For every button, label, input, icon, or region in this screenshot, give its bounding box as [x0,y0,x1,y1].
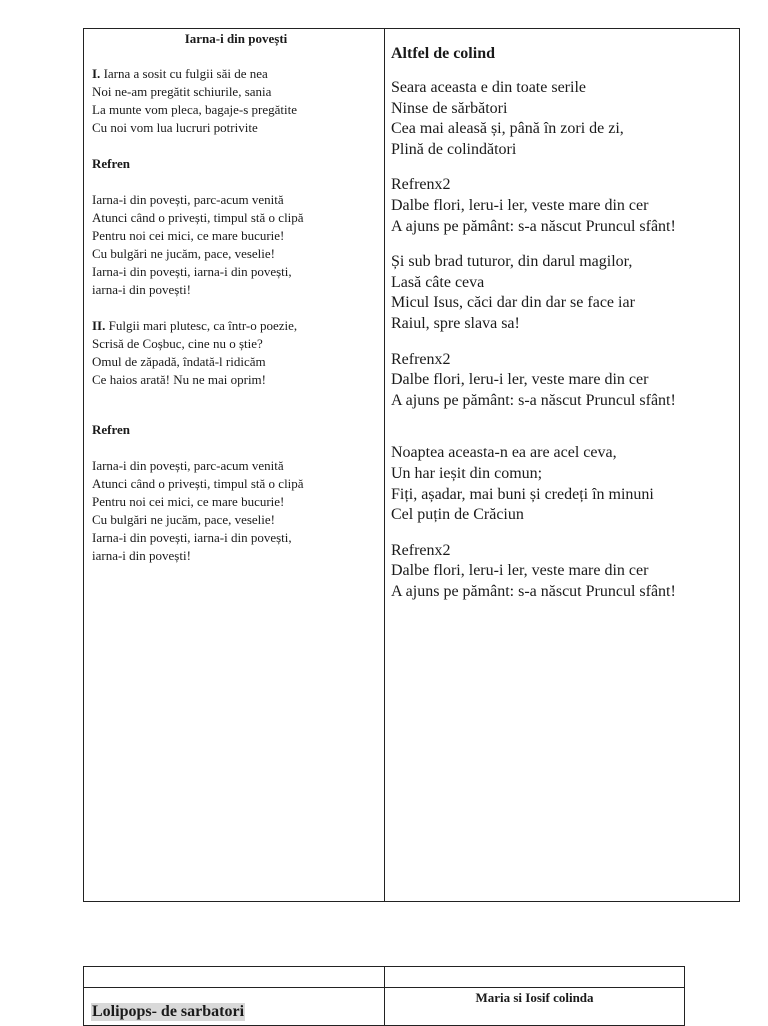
refrain-1 [391,175,735,237]
stanza-2 [391,252,735,334]
refren-2-label: Refren [92,422,131,437]
stanza-3-line-3: Fiți, așadar, mai buni și credeți în minuni [391,485,654,503]
verse-1-line-2: Noi ne-am pregătit schiurile, sania [92,84,272,99]
refren-2-line-1: Iarna-i din povești, parc-acum venită [92,458,284,473]
song-title-lolipops: Lolipops- de sarbatori [92,1003,245,1020]
stanza-1-line-1: Seara aceasta e din toate serile [391,79,586,96]
stanza-1-line-2: Ninse de sărbători [391,99,508,117]
refren-1-line-6: iarna-i din povești! [92,282,191,297]
refrain-2-line-2: A ajuns pe pământ: s-a născut Pruncul sfânt! [391,391,676,409]
verse-1 [92,65,380,137]
verse-1-line-3: La munte vom pleca, bagaje-s pregătite [92,102,298,117]
verse-2-line-3: Omul de zăpadă, îndată-l ridicăm [92,354,266,369]
song-title-maria-si-iosif: Maria si Iosif colinda [475,990,594,1005]
song-title-altfel: Altfel de colind [391,45,495,62]
refren-1-line-5: Iarna-i din povești, iarna-i din povești, [92,264,292,279]
stanza-2-line-2: Lasă câte ceva [391,273,485,291]
stanza-1-line-4: Plină de colindători [391,140,517,158]
refren-2-line-6: iarna-i din povești! [92,548,191,563]
stanza-2-line-3: Micul Isus, căci dar din dar se face iar [391,294,635,312]
stanza-3 [391,443,735,525]
stanza-3-line-4: Cel puțin de Crăciun [391,506,524,524]
refrain-2 [391,350,735,412]
refrain-3-line-1: Dalbe flori, leru-i ler, veste mare din cer [391,562,649,580]
refrain-1-line-2: A ajuns pe pământ: s-a născut Pruncul sfânt! [391,217,676,235]
refren-1-line-2: Atunci când o privești, timpul stă o clipă [92,210,304,225]
lyrics-table [83,28,740,902]
songs-table-2 [83,966,685,1026]
refren-1 [92,191,380,299]
stanza-1 [391,78,735,160]
refrain-3-label: Refrenx2 [391,541,451,559]
stanza-1-line-3: Cea mai aleasă și, până în zori de zi, [391,120,624,138]
verse-1-line-1-text: Iarna a sosit cu fulgii săi de nea [100,66,268,81]
verse-2 [92,317,380,389]
refren-2-line-4: Cu bulgări ne jucăm, pace, veselie! [92,512,276,527]
refren-2-line-5: Iarna-i din povești, iarna-i din povești, [92,530,292,545]
left-column [84,29,385,901]
refren-1-line-1: Iarna-i din povești, parc-acum venită [92,192,284,207]
refren-2-line-2: Atunci când o privești, timpul stă o clipă [92,476,304,491]
stanza-2-line-1: Și sub brad tuturor, din darul magilor, [391,253,633,271]
verse-2-line-2: Scrisă de Coșbuc, cine nu o știe? [92,336,263,351]
refrain-1-label: Refrenx2 [391,176,451,194]
verse-2-line-1 [92,317,380,335]
verse-1-line-4: Cu noi vom lua lucruri potrivite [92,120,258,135]
refrain-1-line-1: Dalbe flori, leru-i ler, veste mare din cer [391,196,649,214]
verse-1-number: I. [92,66,101,81]
refren-1-line-4: Cu bulgări ne jucăm, pace, veselie! [92,246,276,261]
refren-2-line-3: Pentru noi cei mici, ce mare bucurie! [92,494,285,509]
stanza-3-line-2: Un har ieșit din comun; [391,464,543,482]
refrain-2-line-1: Dalbe flori, leru-i ler, veste mare din cer [391,371,649,389]
verse-2-number: II. [92,318,106,333]
refrain-3-line-2: A ajuns pe pământ: s-a născut Pruncul sfânt! [391,582,676,600]
verse-2-line-4: Ce haios arată! Nu ne mai oprim! [92,372,266,387]
refren-1-label: Refren [92,156,131,171]
verse-2-line-1-text: Fulgii mari plutesc, ca într-o poezie, [105,318,298,333]
refren-1-line-3: Pentru noi cei mici, ce mare bucurie! [92,228,285,243]
right-column [385,29,739,901]
stanza-3-line-1: Noaptea aceasta-n ea are acel ceva, [391,444,617,462]
verse-1-line-1 [92,65,380,83]
stanza-2-line-4: Raiul, spre slava sa! [391,314,520,332]
refrain-2-label: Refrenx2 [391,350,451,368]
refren-2 [92,457,380,565]
refrain-3 [391,541,735,603]
song-title-iarna: Iarna-i din povești [184,31,288,46]
